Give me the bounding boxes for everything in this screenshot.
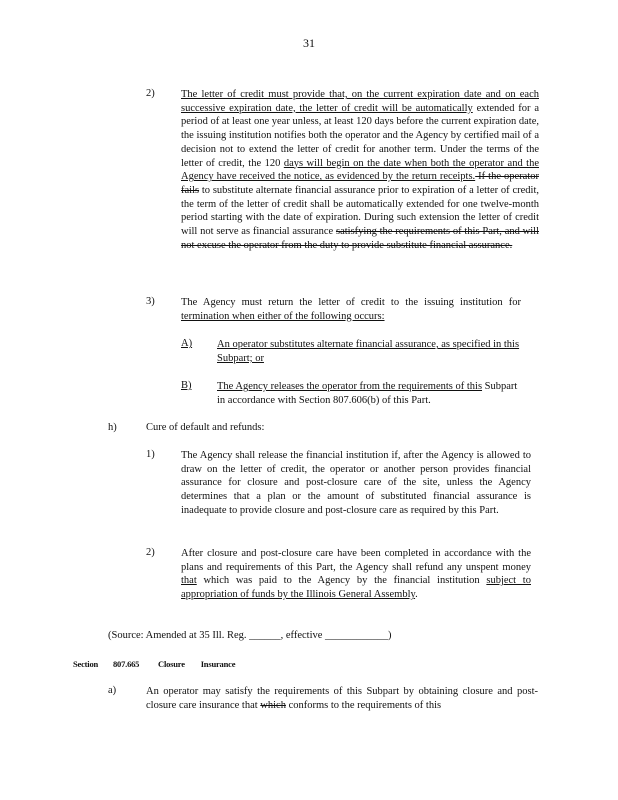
struck-deletion: which <box>260 699 286 711</box>
subsection-h-title: Cure of default and refunds: <box>146 422 265 433</box>
item-3b-label: B) <box>181 380 192 391</box>
subsection-h-label: h) <box>108 422 117 433</box>
item-h1-text: The Agency shall release the financial institution if, after the Agency is allowed to draw on the letter of credit, the operator or another person provides financial assurance for closure and post-closure care of the site, unless the Agency determines that a plan or the amount of substituted financial assurance is inadequate to provide closure and post-closure care as required by this Part. <box>181 450 531 516</box>
item-3a-label: A) <box>181 338 193 349</box>
source-note: (Source: Amended at 35 Ill. Reg. ______, effective ____________) <box>108 630 392 641</box>
item-2-paragraph <box>181 88 539 252</box>
underlined-insertion: days will begin on the date when both the operator and the Agency have received the notice, as evidenced by the return receipts. <box>181 157 539 183</box>
item-3-paragraph <box>181 296 521 323</box>
body-text: to substitute alternate financial assurance prior to expiration of a letter of credit, the term of the letter of credit shall be automatically extended for one twelve-month period starting with the date of expiration. During such extension the letter of credit will not serve as financial assurance <box>181 184 539 238</box>
page-number: 31 <box>303 36 315 50</box>
item-h1-label: 1) <box>146 449 155 460</box>
body-text: After closure and post-closure care have been completed in accordance with the plans and requirements of this Part, the Agency shall refund any unspent money <box>181 548 531 573</box>
body-text: which was paid to the Agency by the financial institution <box>196 575 487 587</box>
underlined-insertion: that <box>181 575 197 587</box>
item-a-label: a) <box>108 685 117 696</box>
body-text: An operator may satisfy the requirements of this Subpart by obtaining closure and post-closure care insurance that <box>146 686 538 711</box>
section-label: Section <box>73 659 99 669</box>
underlined-insertion: subject to appropriation of funds by the Illinois General Assembly <box>181 575 531 601</box>
section-number: 807.665 <box>113 659 140 669</box>
body-text: . <box>415 589 418 601</box>
item-3-label: 3) <box>146 296 155 307</box>
item-h2-label: 2) <box>146 547 155 558</box>
item-3b-text <box>217 380 527 407</box>
item-a-text <box>146 685 538 712</box>
section-title: Closure Insurance <box>158 659 236 669</box>
item-h2-text <box>181 547 531 602</box>
item-2-label: 2) <box>146 88 155 99</box>
underlined-insertion: The Agency releases the operator from the requirements of this <box>217 381 483 392</box>
underlined-insertion: termination when either of the following occurs: <box>181 310 385 322</box>
struck-deletion: satisfying the requirements of this Part, and will not excuse the operator from the duty to provide substitute financial assurance. <box>181 226 539 251</box>
item-3a-text: An operator substitutes alternate financial assurance, as specified in this Subpart; or <box>217 339 520 364</box>
body-text: conforms to the requirements of this <box>285 699 442 711</box>
body-text: The Agency must return the letter of credit to the issuing institution for <box>181 297 521 308</box>
struck-deletion: If the operator fails <box>181 171 539 196</box>
underlined-insertion: The letter of credit must provide that, on the current expiration date and on each successive expiration date, the letter of credit will be automatically <box>181 89 539 114</box>
body-text: extended for a period of at least one year unless, at least 120 days before the current expiration date, the issuing institution notifies both the operator and the Agency by certified mail of a decision not to extend the letter of credit for another term. Under the terms of the letter of credit, the 120 <box>181 102 539 169</box>
body-text: Subpart in accordance with Section 807.606(b) of this Part. <box>217 381 518 406</box>
